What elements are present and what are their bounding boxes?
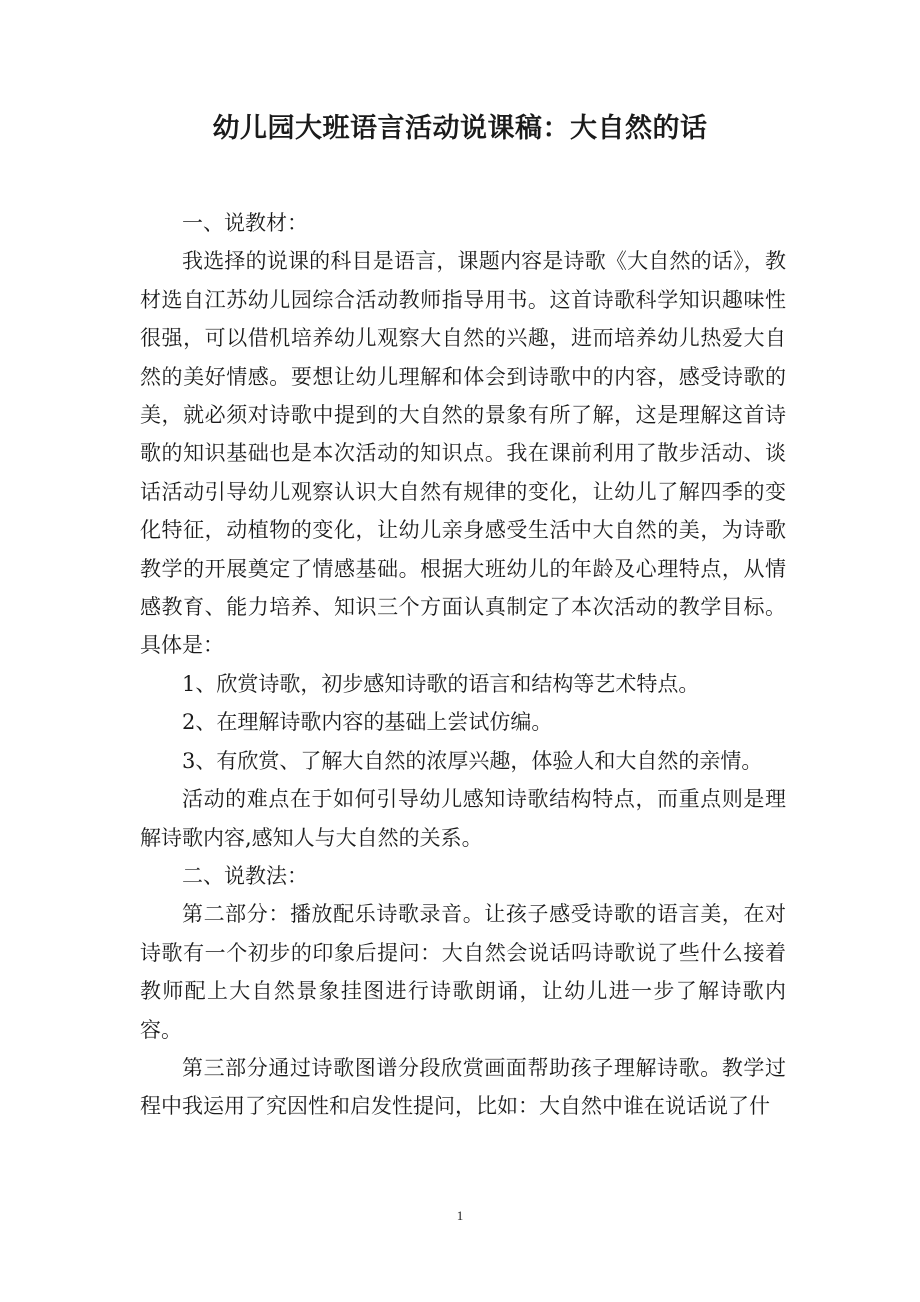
document-body — [140, 204, 786, 1126]
paragraph-key-difficulty: 活动的难点在于如何引导幼儿感知诗歌结构特点，而重点则是理解诗歌内容,感知人与大自然的关系。 — [140, 787, 786, 850]
paragraph-part-three: 第三部分通过诗歌图谱分段欣赏画面帮助孩子理解诗歌。教学过程中我运用了究因性和启发性提问，比如：大自然中谁在说话说了什 — [140, 1055, 786, 1119]
section-heading-textbook: 一、说教材： — [182, 211, 308, 235]
document-title: 幼儿园大班语言活动说课稿：大自然的话 — [212, 113, 708, 144]
goal-item-1: 1、欣赏诗歌，初步感知诗歌的语言和结构等艺术特点。 — [182, 671, 700, 696]
page-number: 1 — [456, 1208, 464, 1223]
goal-item-2: 2、在理解诗歌内容的基础上尝试仿编。 — [182, 710, 553, 735]
goal-item-3: 3、有欣赏、了解大自然的浓厚兴趣，体验人和大自然的亲情。 — [182, 748, 763, 773]
paragraph-part-two: 第二部分：播放配乐诗歌录音。让孩子感受诗歌的语言美，在对诗歌有一个初步的印象后提问：大自然会说话吗诗歌说了些什么接着教师配上大自然景象挂图进行诗歌朗诵，让幼儿进一步了解诗歌内容。 — [140, 902, 786, 1042]
paragraph-textbook-description: 我选择的说课的科目是语言，课题内容是诗歌《大自然的话》，教材选自江苏幼儿园综合活动教师指导用书。这首诗歌科学知识趣味性很强，可以借机培养幼儿观察大自然的兴趣，进而培养幼儿热爱大自然的美好情感。要想让幼儿理解和体会到诗歌中的内容，感受诗歌的美，就必须对诗歌中提到的大自然的景象有所了解，这是理解这首诗歌的知识基础也是本次活动的知识点。我在课前利用了散步活动、谈话活动引导幼儿观察认识大自然有规律的变化，让幼儿了解四季的变化特征，动植物的变化，让幼儿亲身感受生活中大自然的美，为诗歌教学的开展奠定了情感基础。根据大班幼儿的年龄及心理特点，从情感教育、能力培养、知识三个方面认真制定了本次活动的教学目标。具体是： — [140, 249, 786, 658]
section-heading-methods: 二、说教法： — [182, 863, 308, 888]
